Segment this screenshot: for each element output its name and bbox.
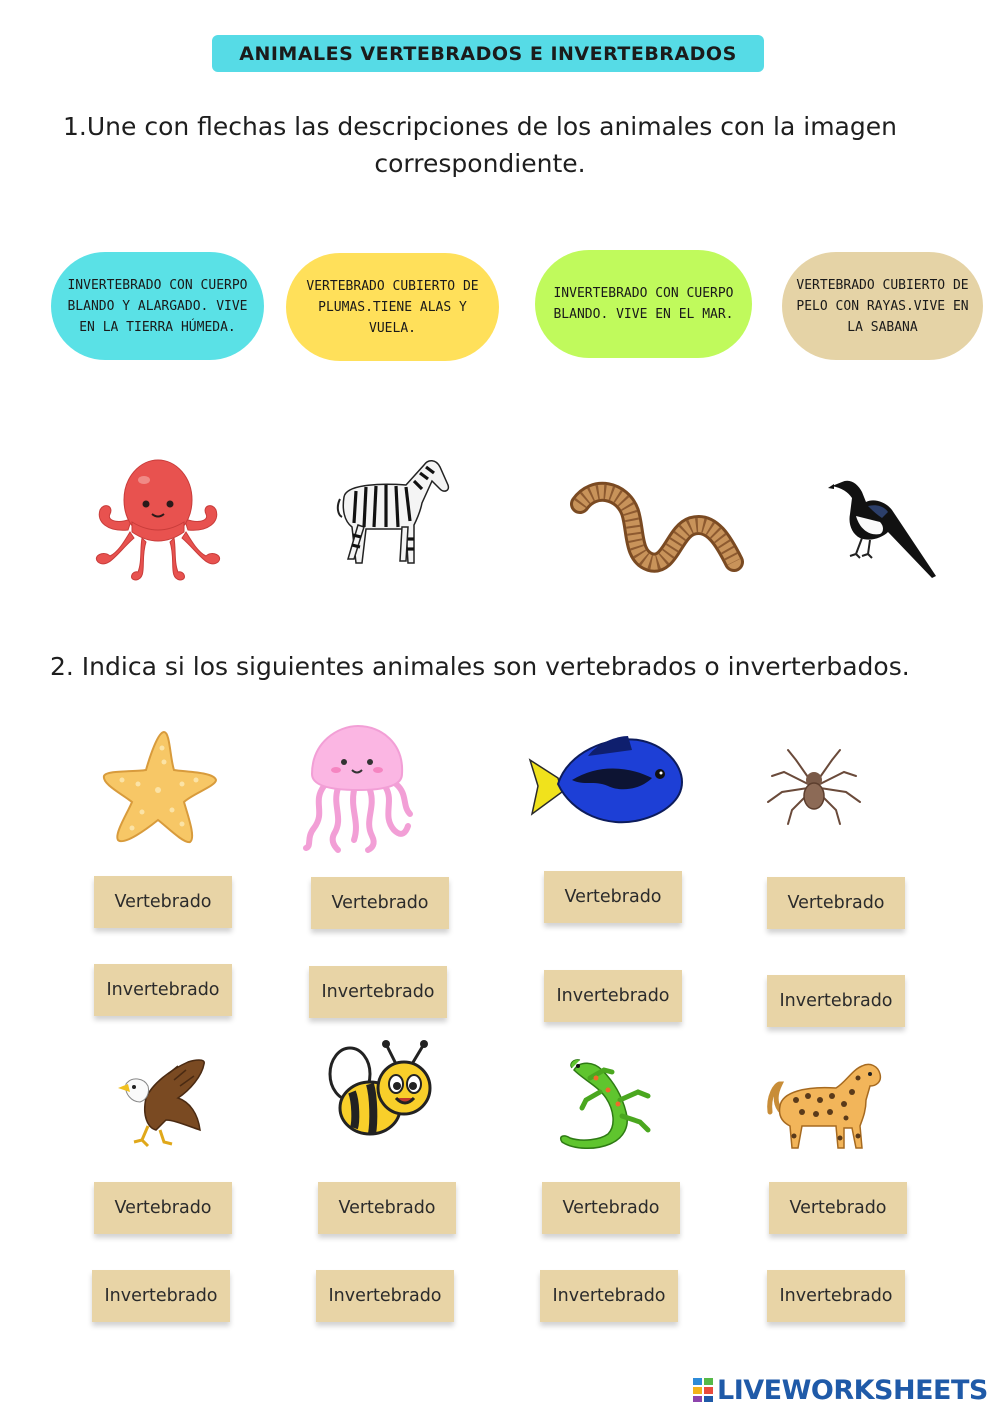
lizard-invertebrado-button[interactable]: Invertebrado bbox=[540, 1270, 678, 1322]
exercise1-instruction-line2: correspondiente. bbox=[374, 149, 586, 178]
lizard-vertebrado-button[interactable]: Vertebrado bbox=[542, 1182, 680, 1234]
starfish-vertebrado-button[interactable]: Vertebrado bbox=[94, 876, 232, 928]
fish-icon bbox=[528, 734, 684, 830]
description-octopus[interactable]: INVERTEBRADO CON CUERPO BLANDO. VIVE EN EL MAR. bbox=[535, 250, 752, 358]
starfish-invertebrado-button[interactable]: Invertebrado bbox=[94, 964, 232, 1016]
leopard-invertebrado-button[interactable]: Invertebrado bbox=[767, 1270, 905, 1322]
fish-vertebrado-button[interactable]: Vertebrado bbox=[544, 871, 682, 923]
spider-invertebrado-button[interactable]: Invertebrado bbox=[767, 975, 905, 1027]
bee-invertebrado-button[interactable]: Invertebrado bbox=[316, 1270, 454, 1322]
eagle-vertebrado-button[interactable]: Vertebrado bbox=[94, 1182, 232, 1234]
jellyfish-vertebrado-button[interactable]: Vertebrado bbox=[311, 877, 449, 929]
liveworksheets-mark-icon bbox=[692, 1377, 714, 1403]
exercise1-instruction bbox=[40, 108, 920, 182]
bee-icon bbox=[326, 1038, 434, 1138]
description-bird[interactable]: VERTEBRADO CUBIERTO DE PLUMAS.TIENE ALAS Y VUELA. bbox=[286, 253, 499, 361]
exercise2-instruction: 2. Indica si los siguientes animales son vertebrados o inverterbados. bbox=[50, 652, 910, 681]
spider-vertebrado-button[interactable]: Vertebrado bbox=[767, 877, 905, 929]
leopard-icon bbox=[766, 1056, 888, 1152]
worm-icon[interactable] bbox=[574, 482, 744, 572]
leopard-vertebrado-button[interactable]: Vertebrado bbox=[769, 1182, 907, 1234]
octopus-icon[interactable] bbox=[88, 452, 228, 584]
jellyfish-icon bbox=[298, 722, 416, 852]
magpie-icon[interactable] bbox=[826, 476, 940, 580]
lizard-icon bbox=[556, 1056, 670, 1152]
fish-invertebrado-button[interactable]: Invertebrado bbox=[544, 970, 682, 1022]
liveworksheets-logo[interactable] bbox=[692, 1374, 988, 1406]
bee-vertebrado-button[interactable]: Vertebrado bbox=[318, 1182, 456, 1234]
starfish-icon bbox=[100, 728, 218, 846]
description-worm[interactable]: INVERTEBRADO CON CUERPO BLANDO Y ALARGADO. VIVE EN LA TIERRA HÚMEDA. bbox=[51, 252, 264, 360]
exercise1-instruction-line1: 1.Une con flechas las descripciones de los animales con la imagen bbox=[63, 112, 897, 141]
spider-icon bbox=[766, 746, 862, 828]
page-title: ANIMALES VERTEBRADOS E INVERTEBRADOS bbox=[212, 35, 764, 72]
zebra-icon[interactable] bbox=[336, 455, 454, 570]
eagle-icon bbox=[108, 1054, 208, 1154]
jellyfish-invertebrado-button[interactable]: Invertebrado bbox=[309, 966, 447, 1018]
eagle-invertebrado-button[interactable]: Invertebrado bbox=[92, 1270, 230, 1322]
liveworksheets-brand: LIVEWORKSHEETS bbox=[717, 1374, 988, 1406]
description-zebra[interactable]: VERTEBRADO CUBIERTO DE PELO CON RAYAS.VIVE EN LA SABANA bbox=[782, 252, 983, 360]
